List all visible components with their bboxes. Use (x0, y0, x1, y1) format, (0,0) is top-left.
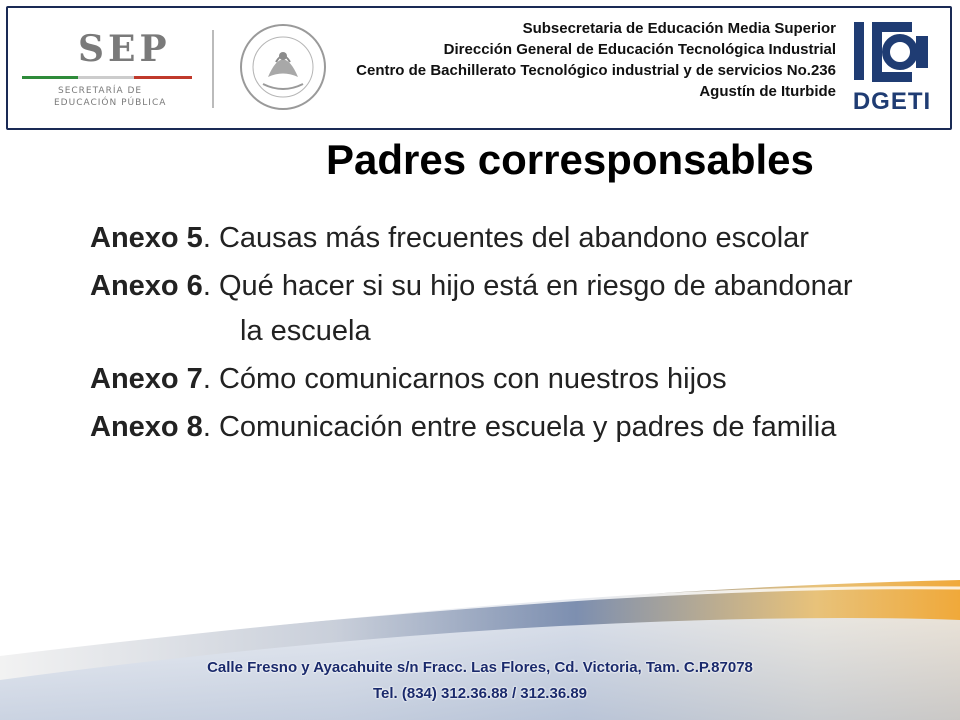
annex-list (90, 216, 870, 453)
header-line-centro: Centro de Bachillerato Tecnológico industrial y de servicios No.236 (356, 62, 836, 79)
annex-text: . Causas más frecuentes del abandono escolar (202, 222, 809, 254)
mexican-seal-icon (238, 22, 328, 112)
annex-label: Anexo 5 (90, 222, 203, 254)
logo-divider (212, 30, 214, 108)
annex-text: . Comunicación entre escuela y padres de familia (202, 411, 837, 443)
header-line-plantel: Agustín de Iturbide (699, 83, 836, 100)
annex-item (90, 264, 870, 354)
annex-text: . Qué hacer si su hijo está en riesgo de abandonar la escuela (202, 270, 853, 347)
annex-label: Anexo 6 (90, 270, 203, 302)
footer-address: Calle Fresno y Ayacahuite s/n Fracc. Las Flores, Cd. Victoria, Tam. C.P.87078 (207, 659, 753, 676)
header-banner (0, 0, 960, 132)
annex-label: Anexo 8 (90, 411, 203, 443)
annex-item (90, 357, 870, 402)
slide-title: Padres corresponsables (326, 136, 814, 183)
sep-logo-line2: EDUCACIÓN PÚBLICA (54, 98, 167, 108)
annex-text: . Cómo comunicarnos con nuestros hijos (202, 363, 727, 395)
sep-logo-letters: SEP (78, 28, 171, 70)
header-institution-text (356, 18, 836, 102)
dgeti-gear-icon (848, 18, 936, 86)
annex-item (90, 216, 870, 261)
sep-logo-line1: SECRETARÍA DE (58, 86, 143, 96)
sep-logo-flag-bar (22, 76, 192, 79)
sep-logo (18, 28, 198, 108)
annex-item (90, 405, 870, 450)
dgeti-logo (848, 18, 936, 118)
footer-wave (0, 560, 960, 720)
footer-phone: Tel. (834) 312.36.88 / 312.36.89 (372, 685, 588, 702)
header-line-direccion: Dirección General de Educación Tecnológica Industrial (443, 41, 836, 58)
dgeti-label: DGETI (852, 88, 932, 115)
annex-label: Anexo 7 (90, 363, 203, 395)
header-line-subsecretaria: Subsecretaria de Educación Media Superior (522, 20, 836, 37)
